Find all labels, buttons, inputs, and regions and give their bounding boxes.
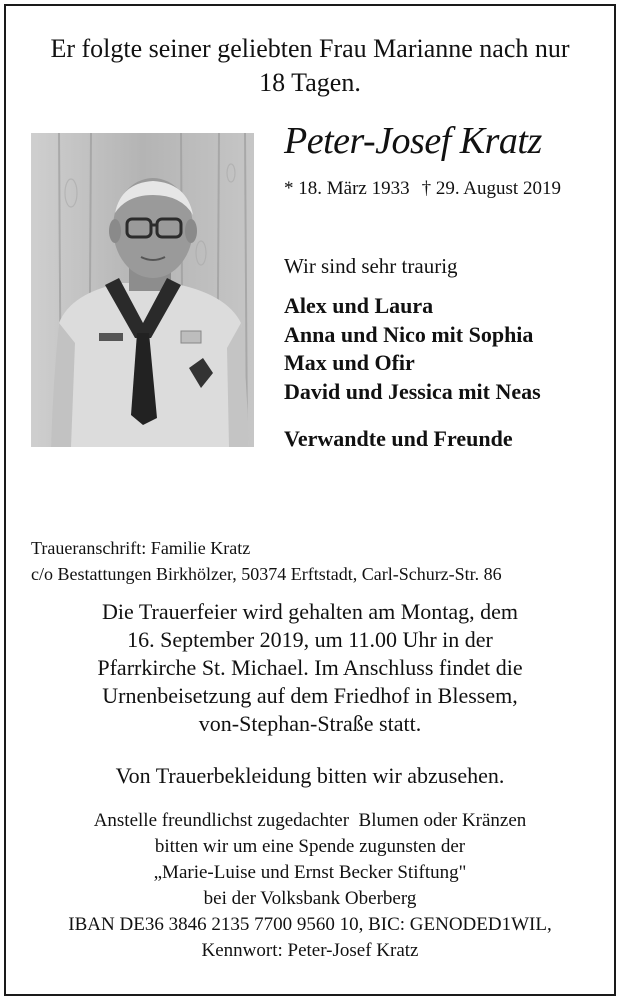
ceremony-line: 16. September 2019, um 11.00 Uhr in der [127,627,493,652]
donation-line: Kennwort: Peter-Josef Kratz [201,940,419,961]
ceremony-line: Pfarrkirche St. Michael. Im Anschluss findet die [97,655,523,680]
deceased-name: Peter-Josef Kratz [284,120,542,162]
family-member: Anna und Nico mit Sophia [284,321,534,347]
intro-line: Er folgte seiner geliebten Frau Marianne nach nur [50,34,570,63]
mourning-address [31,535,502,587]
portrait-image [31,133,254,447]
ceremony-text [10,598,610,738]
intro-text [10,32,610,100]
ceremony-line: von-Stephan-Straße statt. [198,711,422,736]
ceremony-line: Die Trauerfeier wird gehalten am Montag, dem [101,599,519,624]
family-member: Max und Ofir [284,350,415,375]
family-list [284,292,541,406]
address-line: Traueranschrift: Familie Kratz [31,538,251,558]
life-dates [284,176,561,202]
death-date: † 29. August 2019 [421,178,561,199]
donation-text [10,808,610,964]
ceremony-line: Urnenbeisetzung auf dem Friedhof in Blessem, [102,683,518,708]
relatives-line: Verwandte und Freunde [284,426,513,451]
family-member: David und Jessica mit Neas [284,378,541,404]
donation-line: IBAN DE36 3846 2135 7700 9560 10, BIC: GENODED1WIL, [68,914,552,935]
donation-line: bitten wir um eine Spende zugunsten der [154,836,466,857]
address-line: c/o Bestattungen Birkhölzer, 50374 Erftstadt, Carl-Schurz-Str. 86 [31,564,502,584]
donation-line: bei der Volksbank Oberberg [203,888,417,909]
portrait-photo [31,133,254,447]
mourning-intro: Wir sind sehr traurig [284,254,458,278]
family-member: Alex und Laura [284,293,434,318]
birth-date: * 18. März 1933 [284,178,410,199]
donation-line: Anstelle freundlichst zugedachter Blumen oder Kränzen [93,810,527,831]
donation-line: „Marie-Luise und Ernst Becker Stiftung" [153,862,467,883]
attire-note: Von Trauerbekleidung bitten wir abzusehen. [115,763,505,788]
intro-line: 18 Tagen. [259,68,361,97]
